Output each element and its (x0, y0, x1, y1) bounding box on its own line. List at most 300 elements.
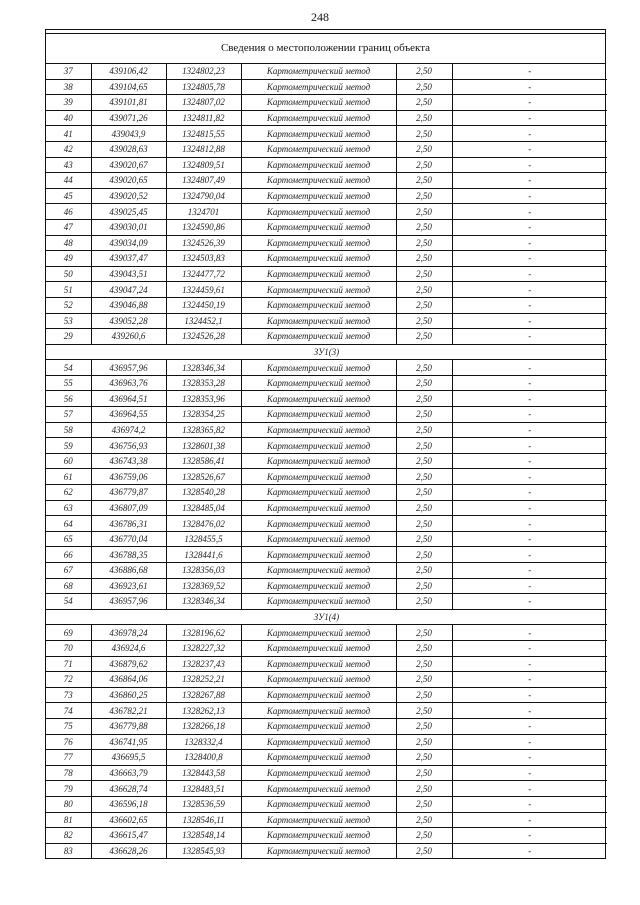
method-cell: Картометрический метод (241, 95, 396, 111)
accuracy-cell: 2,50 (396, 718, 452, 734)
y-coordinate-cell: 1328546,11 (166, 812, 241, 828)
accuracy-cell: 2,50 (396, 469, 452, 485)
point-number-cell: 69 (46, 625, 91, 641)
x-coordinate-cell: 439071,26 (91, 110, 166, 126)
method-cell: Картометрический метод (241, 235, 396, 251)
accuracy-cell: 2,50 (396, 64, 452, 79)
table-row (46, 812, 607, 828)
x-coordinate-cell: 439260,6 (91, 329, 166, 345)
y-coordinate-cell: 1328483,51 (166, 781, 241, 797)
y-coordinate-cell: 1328476,02 (166, 516, 241, 532)
x-coordinate-cell: 439046,88 (91, 297, 166, 313)
description-cell: - (452, 64, 607, 79)
table-row (46, 204, 607, 220)
table-row (46, 469, 607, 485)
accuracy-cell: 2,50 (396, 485, 452, 501)
method-cell: Картометрический метод (241, 313, 396, 329)
x-coordinate-cell: 439043,51 (91, 266, 166, 282)
y-coordinate-cell: 1324807,49 (166, 173, 241, 189)
table-row (46, 640, 607, 656)
accuracy-cell: 2,50 (396, 173, 452, 189)
description-cell: - (452, 438, 607, 454)
accuracy-cell: 2,50 (396, 266, 452, 282)
y-coordinate-cell: 1328365,82 (166, 422, 241, 438)
point-number-cell: 62 (46, 485, 91, 501)
point-number-cell: 67 (46, 563, 91, 579)
x-coordinate-cell: 436663,79 (91, 765, 166, 781)
point-number-cell: 59 (46, 438, 91, 454)
page-number: 248 (311, 10, 329, 24)
table-row (46, 141, 607, 157)
x-coordinate-cell: 436779,88 (91, 718, 166, 734)
method-cell: Картометрический метод (241, 765, 396, 781)
method-cell: Картометрический метод (241, 266, 396, 282)
point-number-cell: 29 (46, 329, 91, 345)
method-cell: Картометрический метод (241, 297, 396, 313)
x-coordinate-cell: 439030,01 (91, 219, 166, 235)
description-cell: - (452, 718, 607, 734)
accuracy-cell: 2,50 (396, 219, 452, 235)
x-coordinate-cell: 436886,68 (91, 563, 166, 579)
description-cell: - (452, 640, 607, 656)
y-coordinate-cell: 1324805,78 (166, 79, 241, 95)
method-cell: Картометрический метод (241, 640, 396, 656)
table-row (46, 500, 607, 516)
method-cell: Картометрический метод (241, 734, 396, 750)
point-number-cell: 39 (46, 95, 91, 111)
point-number-cell: 83 (46, 843, 91, 858)
y-coordinate-cell: 1328267,88 (166, 687, 241, 703)
y-coordinate-cell: 1324815,55 (166, 126, 241, 142)
method-cell: Картометрический метод (241, 79, 396, 95)
method-cell: Картометрический метод (241, 204, 396, 220)
x-coordinate-cell: 436743,38 (91, 453, 166, 469)
accuracy-cell: 2,50 (396, 578, 452, 594)
accuracy-cell: 2,50 (396, 640, 452, 656)
x-coordinate-cell: 436695,5 (91, 750, 166, 766)
x-coordinate-cell: 436860,25 (91, 687, 166, 703)
coordinates-table (46, 64, 607, 858)
point-number-cell: 56 (46, 391, 91, 407)
method-cell: Картометрический метод (241, 141, 396, 157)
table-row (46, 516, 607, 532)
point-number-cell: 54 (46, 594, 91, 610)
y-coordinate-cell: 1324807,02 (166, 95, 241, 111)
point-number-cell: 47 (46, 219, 91, 235)
x-coordinate-cell: 436756,93 (91, 438, 166, 454)
x-coordinate-cell: 439106,42 (91, 64, 166, 79)
accuracy-cell: 2,50 (396, 563, 452, 579)
description-cell: - (452, 188, 607, 204)
description-cell: - (452, 734, 607, 750)
description-cell: - (452, 360, 607, 376)
accuracy-cell: 2,50 (396, 141, 452, 157)
y-coordinate-cell: 1328545,93 (166, 843, 241, 858)
y-coordinate-cell: 1328354,25 (166, 407, 241, 423)
x-coordinate-cell: 436788,35 (91, 547, 166, 563)
y-coordinate-cell: 1324477,72 (166, 266, 241, 282)
point-number-cell: 57 (46, 407, 91, 423)
method-cell: Картометрический метод (241, 687, 396, 703)
y-coordinate-cell: 1328252,21 (166, 672, 241, 688)
y-coordinate-cell: 1324802,23 (166, 64, 241, 79)
description-cell: - (452, 469, 607, 485)
accuracy-cell: 2,50 (396, 516, 452, 532)
x-coordinate-cell: 436924,6 (91, 640, 166, 656)
description-cell: - (452, 750, 607, 766)
accuracy-cell: 2,50 (396, 126, 452, 142)
description-cell: - (452, 625, 607, 641)
method-cell: Картометрический метод (241, 251, 396, 267)
method-cell: Картометрический метод (241, 126, 396, 142)
y-coordinate-cell: 1328262,13 (166, 703, 241, 719)
y-coordinate-cell: 1328356,03 (166, 563, 241, 579)
method-cell: Картометрический метод (241, 812, 396, 828)
description-cell: - (452, 407, 607, 423)
x-coordinate-cell: 436864,06 (91, 672, 166, 688)
table-row (46, 173, 607, 189)
method-cell: Картометрический метод (241, 547, 396, 563)
description-cell: - (452, 453, 607, 469)
accuracy-cell: 2,50 (396, 204, 452, 220)
description-cell: - (452, 141, 607, 157)
point-number-cell: 71 (46, 656, 91, 672)
y-coordinate-cell: 1328332,4 (166, 734, 241, 750)
point-number-cell: 60 (46, 453, 91, 469)
method-cell: Картометрический метод (241, 594, 396, 610)
section-header-row (46, 609, 607, 625)
x-coordinate-cell: 439020,52 (91, 188, 166, 204)
point-number-cell: 77 (46, 750, 91, 766)
description-cell: - (452, 578, 607, 594)
method-cell: Картометрический метод (241, 750, 396, 766)
y-coordinate-cell: 1324809,51 (166, 157, 241, 173)
table-row (46, 282, 607, 298)
description-cell: - (452, 796, 607, 812)
x-coordinate-cell: 439020,67 (91, 157, 166, 173)
x-coordinate-cell: 436964,55 (91, 407, 166, 423)
y-coordinate-cell: 1328400,8 (166, 750, 241, 766)
y-coordinate-cell: 1324812,88 (166, 141, 241, 157)
y-coordinate-cell: 1328441,6 (166, 547, 241, 563)
table-row (46, 718, 607, 734)
x-coordinate-cell: 436923,61 (91, 578, 166, 594)
point-number-cell: 44 (46, 173, 91, 189)
accuracy-cell: 2,50 (396, 547, 452, 563)
accuracy-cell: 2,50 (396, 625, 452, 641)
description-cell: - (452, 781, 607, 797)
y-coordinate-cell: 1328540,28 (166, 485, 241, 501)
x-coordinate-cell: 439104,65 (91, 79, 166, 95)
description-cell: - (452, 594, 607, 610)
y-coordinate-cell: 1328586,41 (166, 453, 241, 469)
method-cell: Картометрический метод (241, 796, 396, 812)
x-coordinate-cell: 439047,24 (91, 282, 166, 298)
y-coordinate-cell: 1324459,61 (166, 282, 241, 298)
method-cell: Картометрический метод (241, 329, 396, 345)
x-coordinate-cell: 436974,2 (91, 422, 166, 438)
y-coordinate-cell: 1328548,14 (166, 828, 241, 844)
method-cell: Картометрический метод (241, 843, 396, 858)
description-cell: - (452, 266, 607, 282)
description-cell: - (452, 843, 607, 858)
description-cell: - (452, 79, 607, 95)
point-number-cell: 78 (46, 765, 91, 781)
table-row (46, 235, 607, 251)
accuracy-cell: 2,50 (396, 391, 452, 407)
point-number-cell: 53 (46, 313, 91, 329)
accuracy-cell: 2,50 (396, 375, 452, 391)
y-coordinate-cell: 1328353,28 (166, 375, 241, 391)
point-number-cell: 64 (46, 516, 91, 532)
accuracy-cell: 2,50 (396, 500, 452, 516)
x-coordinate-cell: 436957,96 (91, 594, 166, 610)
description-cell: - (452, 485, 607, 501)
point-number-cell: 63 (46, 500, 91, 516)
x-coordinate-cell: 436879,62 (91, 656, 166, 672)
description-cell: - (452, 219, 607, 235)
y-coordinate-cell: 1328196,62 (166, 625, 241, 641)
y-coordinate-cell: 1324790,04 (166, 188, 241, 204)
accuracy-cell: 2,50 (396, 297, 452, 313)
y-coordinate-cell: 1324526,28 (166, 329, 241, 345)
description-cell: - (452, 251, 607, 267)
description-cell: - (452, 157, 607, 173)
table-row (46, 843, 607, 858)
description-cell: - (452, 828, 607, 844)
description-cell: - (452, 687, 607, 703)
x-coordinate-cell: 439101,81 (91, 95, 166, 111)
y-coordinate-cell: 1324452,1 (166, 313, 241, 329)
method-cell: Картометрический метод (241, 282, 396, 298)
method-cell: Картометрический метод (241, 453, 396, 469)
x-coordinate-cell: 436957,96 (91, 360, 166, 376)
method-cell: Картометрический метод (241, 516, 396, 532)
section-label: ЗУ1(4) (46, 609, 607, 625)
x-coordinate-cell: 436770,04 (91, 531, 166, 547)
table-row (46, 453, 607, 469)
method-cell: Картометрический метод (241, 375, 396, 391)
accuracy-cell: 2,50 (396, 812, 452, 828)
method-cell: Картометрический метод (241, 469, 396, 485)
point-number-cell: 51 (46, 282, 91, 298)
table-row (46, 297, 607, 313)
method-cell: Картометрический метод (241, 531, 396, 547)
description-cell: - (452, 313, 607, 329)
y-coordinate-cell: 1328266,18 (166, 718, 241, 734)
x-coordinate-cell: 436596,18 (91, 796, 166, 812)
point-number-cell: 50 (46, 266, 91, 282)
y-coordinate-cell: 1328485,04 (166, 500, 241, 516)
accuracy-cell: 2,50 (396, 157, 452, 173)
y-coordinate-cell: 1328601,38 (166, 438, 241, 454)
point-number-cell: 48 (46, 235, 91, 251)
accuracy-cell: 2,50 (396, 531, 452, 547)
table-row (46, 734, 607, 750)
accuracy-cell: 2,50 (396, 313, 452, 329)
y-coordinate-cell: 1328369,52 (166, 578, 241, 594)
point-number-cell: 38 (46, 79, 91, 95)
y-coordinate-cell: 1328443,58 (166, 765, 241, 781)
table-row (46, 547, 607, 563)
point-number-cell: 58 (46, 422, 91, 438)
table-row (46, 703, 607, 719)
table-row (46, 360, 607, 376)
table-row (46, 672, 607, 688)
table-row (46, 391, 607, 407)
point-number-cell: 37 (46, 64, 91, 79)
table-row (46, 219, 607, 235)
y-coordinate-cell: 1328455,5 (166, 531, 241, 547)
x-coordinate-cell: 436628,26 (91, 843, 166, 858)
accuracy-cell: 2,50 (396, 282, 452, 298)
table-row (46, 110, 607, 126)
y-coordinate-cell: 1328227,32 (166, 640, 241, 656)
accuracy-cell: 2,50 (396, 422, 452, 438)
table-body (46, 64, 607, 858)
x-coordinate-cell: 436786,31 (91, 516, 166, 532)
table-row (46, 656, 607, 672)
description-cell: - (452, 126, 607, 142)
point-number-cell: 75 (46, 718, 91, 734)
point-number-cell: 74 (46, 703, 91, 719)
method-cell: Картометрический метод (241, 781, 396, 797)
accuracy-cell: 2,50 (396, 360, 452, 376)
accuracy-cell: 2,50 (396, 750, 452, 766)
section-header-row (46, 344, 607, 360)
accuracy-cell: 2,50 (396, 687, 452, 703)
table-row (46, 422, 607, 438)
y-coordinate-cell: 1324526,39 (166, 235, 241, 251)
point-number-cell: 65 (46, 531, 91, 547)
accuracy-cell: 2,50 (396, 95, 452, 111)
point-number-cell: 52 (46, 297, 91, 313)
y-coordinate-cell: 1324590,86 (166, 219, 241, 235)
table-row (46, 79, 607, 95)
table-row (46, 329, 607, 345)
point-number-cell: 73 (46, 687, 91, 703)
y-coordinate-cell: 1328237,43 (166, 656, 241, 672)
method-cell: Картометрический метод (241, 157, 396, 173)
x-coordinate-cell: 436615,47 (91, 828, 166, 844)
x-coordinate-cell: 436741,95 (91, 734, 166, 750)
accuracy-cell: 2,50 (396, 781, 452, 797)
description-cell: - (452, 516, 607, 532)
point-number-cell: 79 (46, 781, 91, 797)
method-cell: Картометрический метод (241, 173, 396, 189)
table-row (46, 578, 607, 594)
point-number-cell: 80 (46, 796, 91, 812)
accuracy-cell: 2,50 (396, 734, 452, 750)
table-title: Сведения о местоположении границ объекта (46, 34, 605, 64)
method-cell: Картометрический метод (241, 391, 396, 407)
description-cell: - (452, 563, 607, 579)
boundary-table (45, 29, 606, 859)
accuracy-cell: 2,50 (396, 843, 452, 858)
table-row (46, 188, 607, 204)
point-number-cell: 54 (46, 360, 91, 376)
x-coordinate-cell: 436782,21 (91, 703, 166, 719)
table-row (46, 313, 607, 329)
accuracy-cell: 2,50 (396, 251, 452, 267)
table-row (46, 407, 607, 423)
description-cell: - (452, 173, 607, 189)
description-cell: - (452, 110, 607, 126)
table-row (46, 531, 607, 547)
method-cell: Картометрический метод (241, 438, 396, 454)
table-row (46, 266, 607, 282)
table-row (46, 251, 607, 267)
x-coordinate-cell: 439020,65 (91, 173, 166, 189)
description-cell: - (452, 422, 607, 438)
point-number-cell: 55 (46, 375, 91, 391)
accuracy-cell: 2,50 (396, 188, 452, 204)
table-row (46, 687, 607, 703)
y-coordinate-cell: 1324811,82 (166, 110, 241, 126)
accuracy-cell: 2,50 (396, 703, 452, 719)
method-cell: Картометрический метод (241, 485, 396, 501)
x-coordinate-cell: 436779,87 (91, 485, 166, 501)
method-cell: Картометрический метод (241, 703, 396, 719)
method-cell: Картометрический метод (241, 360, 396, 376)
point-number-cell: 82 (46, 828, 91, 844)
point-number-cell: 43 (46, 157, 91, 173)
table-row (46, 157, 607, 173)
accuracy-cell: 2,50 (396, 828, 452, 844)
method-cell: Картометрический метод (241, 188, 396, 204)
method-cell: Картометрический метод (241, 422, 396, 438)
method-cell: Картометрический метод (241, 110, 396, 126)
method-cell: Картометрический метод (241, 407, 396, 423)
table-row (46, 95, 607, 111)
description-cell: - (452, 235, 607, 251)
x-coordinate-cell: 439043,9 (91, 126, 166, 142)
description-cell: - (452, 703, 607, 719)
method-cell: Картометрический метод (241, 718, 396, 734)
accuracy-cell: 2,50 (396, 235, 452, 251)
table-row (46, 828, 607, 844)
y-coordinate-cell: 1328353,96 (166, 391, 241, 407)
accuracy-cell: 2,50 (396, 765, 452, 781)
table-row (46, 796, 607, 812)
table-row (46, 625, 607, 641)
description-cell: - (452, 656, 607, 672)
accuracy-cell: 2,50 (396, 407, 452, 423)
x-coordinate-cell: 436807,09 (91, 500, 166, 516)
table-row (46, 64, 607, 79)
x-coordinate-cell: 439034,09 (91, 235, 166, 251)
description-cell: - (452, 812, 607, 828)
description-cell: - (452, 391, 607, 407)
point-number-cell: 45 (46, 188, 91, 204)
x-coordinate-cell: 436963,76 (91, 375, 166, 391)
point-number-cell: 68 (46, 578, 91, 594)
y-coordinate-cell: 1324450,19 (166, 297, 241, 313)
x-coordinate-cell: 436759,06 (91, 469, 166, 485)
description-cell: - (452, 547, 607, 563)
y-coordinate-cell: 1324701 (166, 204, 241, 220)
method-cell: Картометрический метод (241, 578, 396, 594)
y-coordinate-cell: 1328536,59 (166, 796, 241, 812)
description-cell: - (452, 531, 607, 547)
x-coordinate-cell: 436978,24 (91, 625, 166, 641)
table-row (46, 750, 607, 766)
y-coordinate-cell: 1328346,34 (166, 594, 241, 610)
table-row (46, 781, 607, 797)
point-number-cell: 81 (46, 812, 91, 828)
x-coordinate-cell: 436628,74 (91, 781, 166, 797)
description-cell: - (452, 672, 607, 688)
